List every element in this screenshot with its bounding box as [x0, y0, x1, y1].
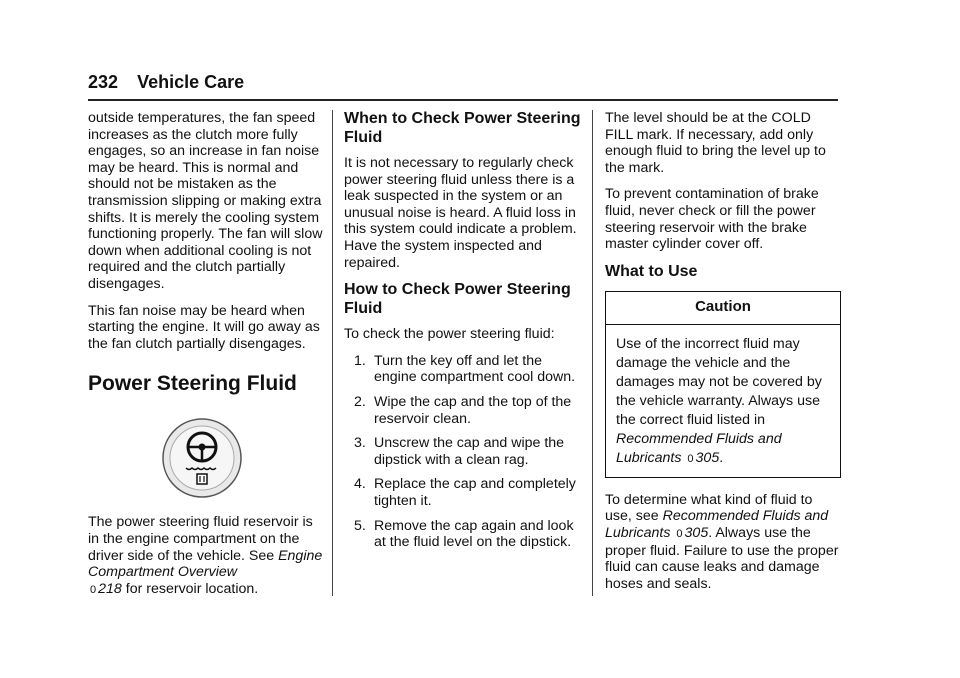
how-to-check-intro: To check the power steering fluid: [344, 326, 555, 343]
when-to-check-paragraph: It is not necessary to regularly check power steering fluid unless there is a leak suspected in the system or an unusual noise is heard. A fluid loss in this system could indicate a problem. Have the system inspected and repaired. [344, 155, 577, 271]
page-ref-arrow: 0 [676, 528, 683, 541]
column-3 [605, 110, 841, 602]
recommended-fluids-link-2[interactable]: Recommended Fluids and Lubricants [605, 508, 829, 542]
page-ref-arrow: 0 [687, 452, 694, 465]
caution-body: Use of the incorrect fluid may damage the vehicle and the damages may not be covered by the vehicle warranty. Always use the correct fluid listed in Recommended Fluids and Lubricants 0 305. [616, 335, 822, 466]
list-item: 3. Unscrew the cap and wipe the dipstick with a clean rag. [354, 435, 565, 468]
list-item: 4. Replace the cap and completely tighten it. [354, 476, 576, 509]
page-ref-arrow: 0 [90, 583, 97, 596]
engine-compartment-link[interactable]: Engine Compartment Overview [88, 547, 323, 581]
page-ref-305[interactable]: 305 [695, 449, 720, 466]
power-steering-heading: Power Steering Fluid [88, 372, 297, 396]
fan-noise-paragraph: outside temperatures, the fan speed increases as the clutch more fully engages, so an increase in fan noise may be heard. This is normal and should not be mistaken as the transmission slipping or making extra shifts. It is merely the cooling system functioning properly. The fan will slow down when additional cooling is not required and the clutch partially disengages. [88, 110, 323, 292]
contamination-paragraph: To prevent contamination of brake fluid, never check or fill the power steering reservoir with the brake master cylinder cover off. [605, 186, 819, 253]
page-header [88, 72, 244, 93]
fluid-type-paragraph: To determine what kind of fluid to use, see Recommended Fluids and Lubricants 0 305. Always use the proper fluid. Failure to use the proper fluid can cause leaks and damage hoses and seals. [605, 491, 839, 592]
column-1 [88, 110, 324, 608]
caution-title: Caution [606, 292, 840, 325]
list-item: 5. Remove the cap again and look at the fluid level on the dipstick. [354, 517, 574, 551]
column-2 [344, 110, 584, 559]
column-divider-1 [332, 110, 333, 596]
page-number: 232 [88, 72, 119, 92]
list-item: 1. Turn the key off and let the engine compartment cool down. [354, 352, 576, 386]
reservoir-location-paragraph: The power steering fluid reservoir is in the engine compartment on the driver side of the vehicle. See Engine Compartment Overview 0 218 for reservoir location. [88, 514, 323, 597]
fluid-level-paragraph: The level should be at the COLD FILL mark. If necessary, add only enough fluid to bring the level up to the mark. [605, 110, 826, 176]
section-title: Vehicle Care [137, 72, 245, 92]
power-steering-fluid-icon [160, 416, 244, 500]
header-rule [88, 99, 838, 101]
what-to-use-heading: What to Use [605, 262, 698, 280]
page-ref-305-b[interactable]: 305 [684, 525, 709, 542]
column-divider-2 [592, 110, 593, 596]
list-item: 2. Wipe the cap and the top of the reservoir clean. [354, 393, 572, 427]
how-to-check-heading: How to Check Power Steering Fluid [344, 281, 571, 317]
recommended-fluids-link[interactable]: Recommended Fluids and Lubricants [616, 430, 782, 466]
check-steps-list [344, 353, 584, 551]
page-ref-218[interactable]: 218 [98, 580, 122, 597]
caution-box [605, 291, 841, 478]
fan-noise-start-paragraph: This fan noise may be heard when starting the engine. It will go away as the fan clutch partially disengages. [88, 302, 320, 352]
when-to-check-heading: When to Check Power Steering Fluid [344, 110, 581, 146]
